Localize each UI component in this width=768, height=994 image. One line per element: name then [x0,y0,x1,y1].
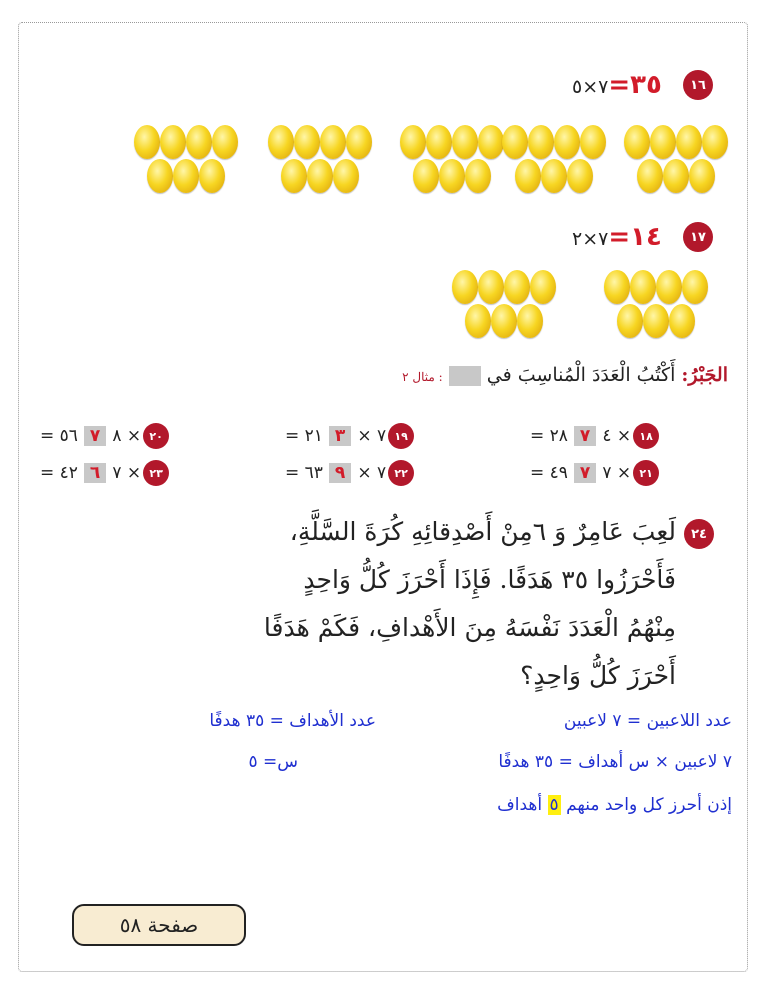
exercise-16-badge: ١٦ [683,70,713,100]
ball-icon [294,125,320,159]
solution-goals: عدد الأهداف = ٣٥ هدفًا [209,711,376,731]
problem-number-badge: ٢٢ [388,460,414,486]
ball-icon [413,159,439,193]
ball-icon [682,270,708,304]
ball-icon [676,125,702,159]
ball-icon [650,125,676,159]
ball-icon [491,304,517,338]
ball-icon [643,304,669,338]
exercise-24-badge: ٢٤ [684,519,714,549]
ball-icon [515,159,541,193]
problem-product: = ٦٣ [285,463,323,483]
word-problem-line: أَحْرَزَ كُلُّ وَاحِدٍ؟ [520,661,676,690]
ball-icon [478,125,504,159]
ball-icon [567,159,593,193]
problem-answer-box: ٩ [329,463,351,483]
ball-icon [268,125,294,159]
ball-icon [478,270,504,304]
exercise-17-answer: ١٤ [630,222,662,252]
solution-conclusion [497,795,732,815]
ball-icon [212,125,238,159]
problem-factor: ٧ × [112,463,142,483]
ball-icon [656,270,682,304]
ball-icon [617,304,643,338]
example-reference: : مثال ٢ [402,370,443,384]
problem-number-badge: ٢٠ [143,423,169,449]
ball-icon [160,125,186,159]
problem-answer-box: ٧ [574,463,596,483]
exercise-17-equation: ١٤=٧×٢ [572,222,662,252]
problem-product: = ٤٢ [40,463,78,483]
problem-number-badge: ١٩ [388,423,414,449]
ball-icon [439,159,465,193]
page-border [18,22,748,972]
problem-product: = ٢٨ [530,426,568,446]
word-problem-line: فَأَحْرَزُوا ٣٥ هَدَفًا. فَإِذَا أَحْرَزَ كُلُّ وَاحِدٍ [303,565,676,594]
algebra-title: الجَبْرُ: [681,364,728,386]
problem-answer-box: ٣ [329,426,351,446]
solution-players: عدد اللاعبين = ٧ لاعبين [563,711,732,731]
ball-icon [624,125,650,159]
exercise-16-answer: ٣٥ [630,70,662,100]
ball-icon [530,270,556,304]
ball-icon [452,270,478,304]
ball-icon [307,159,333,193]
ball-icon [637,159,663,193]
ball-icon [426,125,452,159]
ball-icon [281,159,307,193]
algebra-problem-١٨ [530,423,659,449]
ball-icon [541,159,567,193]
solution-equation: ٧ لاعبين × س أهداف = ٣٥ هدفًا [498,752,732,772]
problem-answer-box: ٧ [574,426,596,446]
ball-icon [669,304,695,338]
problem-answer-box: ٦ [84,463,106,483]
conclusion-unit: أهداف [497,795,543,815]
algebra-instruction: أَكْتُبُ الْعَدَدَ الْمُناسِبَ في [486,364,676,386]
conclusion-answer: ٥ [549,795,559,815]
page-number: صفحة ٥٨ [72,904,246,946]
solution-x-value: س= ٥ [248,752,298,772]
problem-number-badge: ١٨ [633,423,659,449]
ball-icon [689,159,715,193]
word-problem-line: لَعِبَ عَامِرٌ وَ ٦مِنْ أَصْدِقائِهِ كُرَةَ السَّلَّةِ، [289,517,676,546]
ball-icon [346,125,372,159]
problem-product: = ٥٦ [40,426,78,446]
ball-icon [173,159,199,193]
ball-icon [502,125,528,159]
ball-icon [554,125,580,159]
ball-icon [147,159,173,193]
exercise-16-equation: ٣٥=٧×٥ [572,70,662,100]
ball-icon [452,125,478,159]
ball-icon [134,125,160,159]
exercise-17-expression: ٧×٢ [572,228,609,250]
problem-number-badge: ٢٣ [143,460,169,486]
exercise-17-badge: ١٧ [683,222,713,252]
ball-icon [400,125,426,159]
ball-icon [465,304,491,338]
algebra-problem-٢٢ [285,460,414,486]
word-problem-line: مِنْهُمُ الْعَدَدَ نَفْسَهُ مِنَ الأَهْدافِ، فَكَمْ هَدَفًا [263,613,676,642]
word-problem-text [264,508,676,700]
ball-icon [630,270,656,304]
problem-factor: × ٧ [357,463,387,483]
conclusion-text: إذن أحرز كل واحد منهم [566,795,732,815]
ball-icon [504,270,530,304]
problem-factor: ٨ × [112,426,142,446]
problem-product: = ٢١ [285,426,323,446]
ball-icon [702,125,728,159]
problem-product: = ٤٩ [530,463,568,483]
ball-icon [528,125,554,159]
ball-icon [517,304,543,338]
problem-number-badge: ٢١ [633,460,659,486]
algebra-heading [402,364,728,386]
ball-icon [320,125,346,159]
algebra-problem-٢١ [530,460,659,486]
ball-icon [333,159,359,193]
ball-icon [199,159,225,193]
ball-icon [604,270,630,304]
ball-icon [186,125,212,159]
blank-box-icon [449,366,481,386]
ball-icon [580,125,606,159]
problem-factor: ٤ × [602,426,632,446]
problem-answer-box: ٧ [84,426,106,446]
problem-factor: × ٧ [357,426,387,446]
ball-icon [663,159,689,193]
problem-factor: ٧ × [602,463,632,483]
algebra-problem-٢٠ [40,423,169,449]
ball-icon [465,159,491,193]
exercise-16-expression: ٧×٥ [572,76,609,98]
algebra-problem-٢٣ [40,460,169,486]
algebra-problem-١٩ [285,423,414,449]
